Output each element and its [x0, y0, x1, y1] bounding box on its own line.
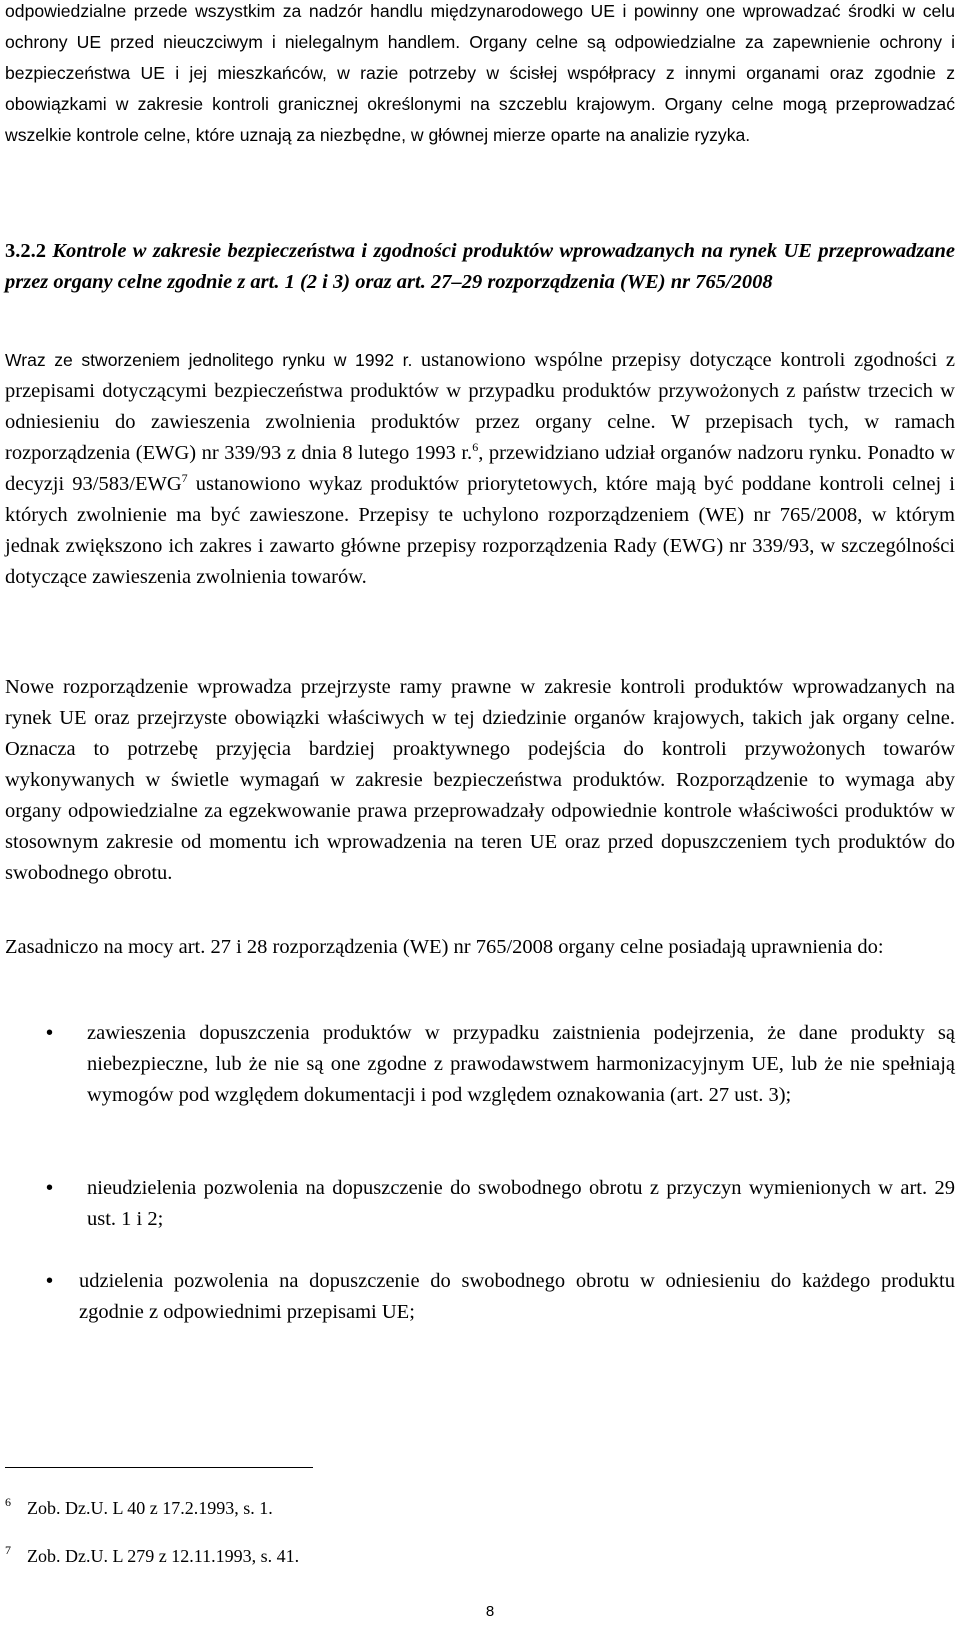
paragraph-powers-intro: Zasadniczo na mocy art. 27 i 28 rozporządzenia (WE) nr 765/2008 organy celne posiadają uprawnienia do: [5, 936, 884, 958]
list-item-text: zawieszenia dopuszczenia produktów w przypadku zaistnienia podejrzenia, że dane produkty są niebezpieczne, lub że nie są one zgodne z prawodawstwem harmonizacyjnym UE, lub że nie spełniają wymogów pod względem dokumentacji i pod względem oznakowania (art. 27 ust. 3); [87, 1022, 955, 1106]
paragraph-new-regulation: Nowe rozporządzenie wprowadza przejrzyste ramy prawne w zakresie kontroli produktów wprowadzanych na rynek UE oraz przejrzyste obowiązki właściwych w tej dziedzinie organów krajowych, takich jak organy celne. Oznacza to potrzebę przyjęcia bardziej proaktywnego podejścia do kontroli przywożonych towarów wykonywanych w świetle wymagań w zakresie bezpieczeństwa produktów. Rozporządzenie to wymaga aby organy odpowiedzialne za egzekwowanie prawa przeprowadzały odpowiednie kontrole właściwości produktów w stosownym zakresie od momentu ich wprowadzenia na teren UE oraz przed dopuszczeniem tych produktów do swobodnego obrotu. [5, 676, 955, 884]
list-item [5, 1266, 955, 1328]
paragraph-single-market-lead: Wraz ze stworzeniem jednolitego rynku w 1992 r. [5, 350, 421, 370]
footnote-text: Zob. Dz.U. L 279 z 12.11.1993, s. 41. [27, 1546, 300, 1566]
paragraph-single-market-body: ustanowiono wspólne przepisy dotyczące kontroli zgodności z przepisami dotyczącymi bezpieczeństwa produktów w przypadku produktów przywożonych z państw trzecich w odniesieniu do zawieszenia zwolnienia produktów przez organy celne. W przepisach tych, w ramach rozporządzenia (EWG) nr 339/93 z dnia 8 lutego 1993 r. [5, 349, 955, 464]
footnote-separator [5, 1467, 313, 1468]
bullet-icon: • [46, 1270, 54, 1292]
footnote-text: Zob. Dz.U. L 40 z 17.2.1993, s. 1. [27, 1498, 273, 1518]
page-number: 8 [485, 1603, 495, 1620]
paragraph-single-market-end: ustanowiono wykaz produktów priorytetowych, które mają być poddane kontroli celnej i których zwolnienie ma być zawieszone. Przepisy te uchylono rozporządzeniem (WE) nr 765/2008, w którym jednak zwiększono ich zakres i zawarto główne przepisy rozporządzenia Rady (EWG) nr 339/93, w szczególności dotyczące zawieszenia zwolnienia towarów. [5, 473, 955, 588]
bullet-icon: • [46, 1177, 54, 1199]
bullet-icon: • [46, 1022, 54, 1044]
footnote-ref-6[interactable]: 6 [472, 440, 479, 454]
paragraph-single-market [5, 345, 955, 593]
footnote-ref-7[interactable]: 7 [181, 471, 188, 485]
list-item-text: udzielenia pozwolenia na dopuszczenie do swobodnego obrotu w odniesieniu do każdego produktu zgodnie z odpowiednimi przepisami UE; [79, 1270, 955, 1323]
list-item-text: nieudzielenia pozwolenia na dopuszczenie do swobodnego obrotu z przyczyn wymienionych w art. 29 ust. 1 i 2; [87, 1177, 955, 1230]
paragraph-single-market-cont: , przewidziano udział organów nadzoru rynku. Ponadto w decyzji 93/583/EWG [5, 442, 955, 495]
footnote-6: $^6$ Zob. Dz.U. L 40 z 17.2.1993, s. 1. [5, 1495, 273, 1518]
list-item [5, 1018, 955, 1142]
section-title: Kontrole w zakresie bezpieczeństwa i zgodności produktów wprowadzanych na rynek UE przeprowadzane przez organy celne zgodnie z art. 1 (2 i 3) oraz art. 27–29 rozporządzenia (WE) nr 765/2008 [5, 240, 956, 293]
paragraph-customs-responsibility: odpowiedzialne przede wszystkim za nadzór handlu międzynarodowego UE i powinny one wprowadzać środki w celu ochrony UE przed nieuczciwym i nielegalnym handlem. Organy celne są odpowiedzialne za zapewnienie ochrony i bezpieczeństwa UE i jej mieszkańców, w razie potrzeby w ścisłej współpracy z innymi organami oraz zgodnie z obowiązkami w zakresie kontroli granicznej określonymi na szczeblu krajowym. Organy celne mogą przeprowadzać wszelkie kontrole celne, które uznają za niezbędne, w głównej mierze oparte na analizie ryzyka. [5, 1, 955, 145]
section-heading [5, 236, 955, 298]
list-item [5, 1173, 955, 1235]
footnote-7: $^7$ Zob. Dz.U. L 279 z 12.11.1993, s. 41. [5, 1543, 300, 1566]
section-number: 3.2.2 [5, 240, 46, 262]
